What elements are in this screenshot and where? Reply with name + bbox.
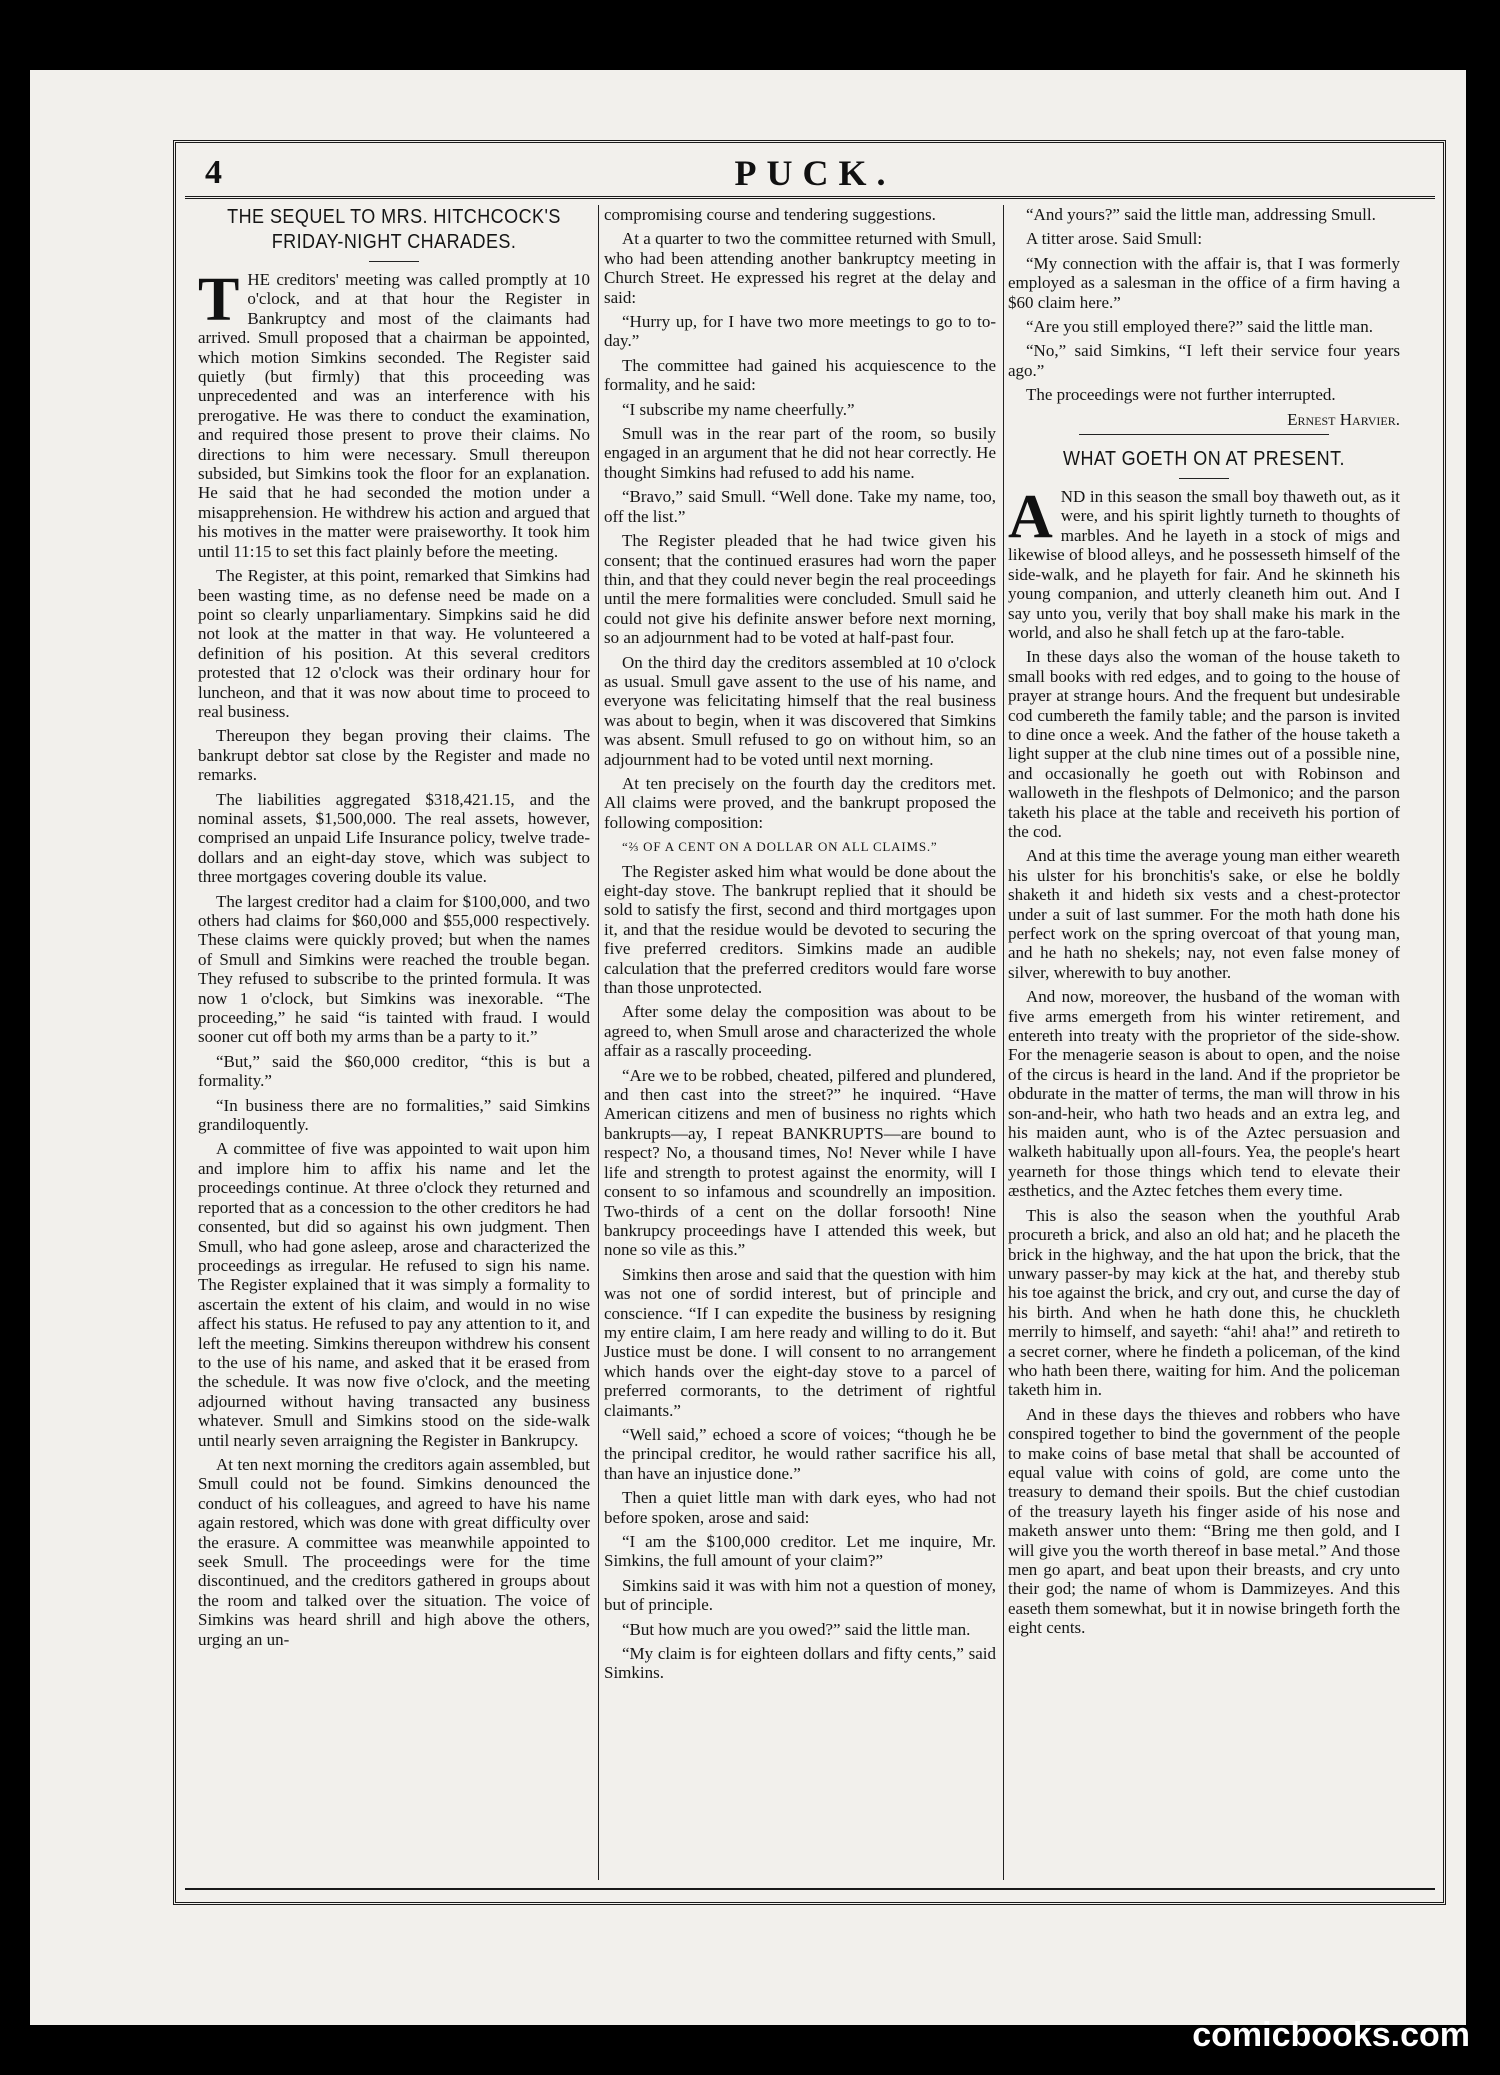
column-3	[1008, 205, 1400, 1880]
paragraph: “My claim is for eighteen dollars and fifty cents,” said Simkins.	[604, 1644, 996, 1683]
paragraph: Smull was in the rear part of the room, so busily engaged in an argument that he did not hear correctly. He thought Simkins had refused to add his name.	[604, 424, 996, 482]
paragraph: The liabilities aggregated $318,421.15, and the nominal assets, $1,500,000. The real assets, however, comprised an unpaid Life Insurance policy, twelve trade-dollars and an eight-day stove, which was subject to three mortgages covering double its value.	[198, 789, 590, 887]
paragraph: This is also the season when the youthful Arab procureth a brick, and also an old hat; and he placeth the brick in the highway, and the hat upon the brick, that the unwary passer-by may kick at the hat, and thereby stub his toe against the brick, and cry out, and curse the day of his birth. And when he hath done this, he chuckleth merrily to himself, and sayeth: “ahi! aha!” and retireth to a secret corner, where he findeth a policeman, of the kind who hath been there, waiting for him. And the policeman taketh him in.	[1008, 1205, 1400, 1400]
paragraph: “Bravo,” said Smull. “Well done. Take my name, too, off the list.”	[604, 487, 996, 526]
article-title: THE SEQUEL TO MRS. HITCHCOCK'S FRIDAY-NIGHT CHARADES.	[227, 206, 561, 253]
paragraph: “But,” said the $60,000 creditor, “this is but a formality.”	[198, 1051, 590, 1091]
paragraph: The Register, at this point, remarked that Simkins had been wasting time, as no defense need be made on a point so clearly unparliamentary. Simpkins said he did not look at the matter in that way. He volunteered a definition of his position. At this several creditors protested that 12 o'clock was their ordinary hour for luncheon, and that it was now about time to proceed to real business.	[198, 566, 590, 721]
paragraph: At ten precisely on the fourth day the creditors met. All claims were proved, and the bankrupt proposed the following composition:	[604, 773, 996, 832]
paragraph: THE creditors' meeting was called promptly at 10 o'clock, and at that hour the Register in Bankruptcy and most of the claimants had arrived. Smull proposed that a chairman be appointed, which motion Simkins seconded. The Register said quietly (but firmly) that this proceeding was unprecedented and was an interference with his prerogative. He was there to conduct the examination, and required those present to prove their claims. No directions to him were necessary. Smull thereupon subsided, but Simkins took the floor for an explanation. He said that he had seconded the motion under a misapprehension. He withdrew his action and argued that his motives in the matter were praiseworthy. It took him until 11:15 to set this fact plainly before the meeting.	[198, 266, 590, 561]
article-title: WHAT GOETH ON AT PRESENT.	[1063, 448, 1345, 471]
paragraph: And at this time the average young man either weareth his ulster for his bronchitis's sake, or else he boldly shaketh it and hideth six vests and a chest-protector under a suit of last summer. For the moth hath done his perfect work on the spring overcoat of that young man, and he hath no shekels; nay, not even false money of silver, wherewith to buy another.	[1008, 846, 1400, 982]
paragraph: The Register asked him what would be done about the eight-day stove. The bankrupt replied that it should be sold to satisfy the first, second and third mortgages upon it, and that the residue would be devoted to securing the five preferred creditors. Simkins made an audible calculation that the preferred creditors would fare worse than those unprotected.	[604, 861, 996, 998]
paragraph: AND in this season the small boy thaweth out, as it were, and his spirit lightly turneth to thoughts of marbles. And he layeth in a stock of migs and likewise of blood alleys, and he possesseth himself of the side-walk, and he playeth for fair. And he skinneth his young companion, and utterly cleaneth him out. And I say unto you, verily that boy shall make his mark in the world, and also he shall fetch up at the faro-table.	[1008, 483, 1400, 642]
title-rule	[1179, 478, 1229, 479]
paragraph: In these days also the woman of the house taketh to small books with red edges, and to going to the house of prayer at strange hours. And the frequent but undesirable cod cumbereth the family table; and the parson is invited to dine once a week. And the father of the house taketh a light supper at the club nine times out of a possible nine, and occasionally he goeth out with Robinson and walloweth in the fleshpots of Delmonico; and the parson taketh his place at the table and receiveth his portion of the cod.	[1008, 647, 1400, 841]
article-separator	[1079, 434, 1329, 435]
paragraph: “And yours?” said the little man, addressing Smull.	[1026, 205, 1376, 224]
paragraph: At ten next morning the creditors again assembled, but Smull could not be found. Simkins denounced the conduct of his colleagues, and agreed to have his name again restored, which was done with great difficulty over the erasure. A committee was meanwhile appointed to seek Smull. The proceedings were for the time discontinued, and the creditors gathered in groups about the room and talked over the situation. The voice of Simkins was heard shrill and high above the others, urging an un-	[198, 1454, 590, 1649]
author-signature: Ernest Harvier.	[1287, 409, 1400, 429]
paragraph: A titter arose. Said Smull:	[1026, 229, 1203, 249]
column-divider	[1003, 205, 1004, 1880]
paragraph: “No,” said Simkins, “I left their service four years ago.”	[1008, 341, 1400, 380]
paragraph: Simkins said it was with him not a question of money, but of principle.	[604, 1575, 996, 1615]
site-watermark: comicbooks.com	[1192, 2016, 1470, 2054]
paragraph: “Well said,” echoed a score of voices; “though he be the principal creditor, he would rather sacrifice his all, than have an injustice done.”	[604, 1424, 996, 1483]
paragraph: After some delay the composition was about to be agreed to, when Smull arose and characterized the whole affair as a rascally proceeding.	[604, 1002, 996, 1061]
column-2	[604, 205, 996, 1880]
paragraph: And in these days the thieves and robbers who have conspired together to bind the government of the people to make coins of base metal that shall be accounted of equal value with coins of gold, are come unto the treasury to demand their spoils. But the chief custodian of the treasury layeth his finger aside of his nose and maketh answer unto them: “Bring me then gold, and I will give you the worth thereof in base metal.” And those men go apart, and beat upon their breasts, and cry unto their god; the name of whom is Dammizeyes. And this easeth them somewhat, but it in nowise bringeth forth the eight cents.	[1008, 1404, 1400, 1638]
paragraph: Then a quiet little man with dark eyes, who had not before spoken, arose and said:	[604, 1488, 996, 1527]
paragraph: And now, moreover, the husband of the woman with five arms emergeth from his winter retirement, and entereth into treaty with the proprietor of the side-show. For the menagerie season is about to open, and the noise of the circus is heard in the land. And if the proprietor be obdurate in the matter of terms, the man will throw in his son-and-heir, who hath two heads and an extra leg, and his maiden aunt, who is of the Aztec persuasion and walketh habitually upon all-fours. Yea, the people's heart yearneth for those things which tend to elevate their æsthetics, and the Aztec fetches them every time.	[1008, 987, 1400, 1201]
page-header	[195, 152, 1435, 194]
column-1	[198, 205, 590, 1880]
paragraph: The Register pleaded that he had twice given his consent; that the continued erasures had worn the paper thin, and that they could never begin the real proceedings until the mere formalities were concluded. Smull said he could not give his definite answer before next morning, so an adjournment had to be voted at half-past four.	[604, 531, 996, 648]
header-rule	[185, 196, 1435, 201]
paragraph: At a quarter to two the committee returned with Smull, who had been attending another bankruptcy meeting in Church Street. He expressed his regret at the delay and said:	[604, 229, 996, 307]
masthead: PUCK.	[734, 153, 896, 193]
drop-cap: A	[1008, 483, 1053, 552]
paragraph: compromising course and tendering suggestions.	[604, 205, 936, 224]
footer-rule	[185, 1888, 1435, 1890]
paragraph: “Hurry up, for I have two more meetings to go to to-day.”	[604, 312, 996, 351]
paragraph: “But how much are you owed?” said the little man.	[622, 1619, 971, 1639]
drop-cap: T	[198, 266, 240, 334]
paragraph: Simkins then arose and said that the question with him was not one of sordid interest, but of principle and conscience. “If I can expedite the business by resigning my entire claim, I am here ready and willing to do it. But Justice must be done. I will consent to no arrangement which hands over the eight-day stove to a parcel of preferred cormorants, to the detriment of rightful claimants.”	[604, 1264, 996, 1420]
paragraph: The committee had gained his acquiescence to the formality, and he said:	[604, 355, 996, 395]
paragraph: Thereupon they began proving their claims. The bankrupt debtor sat close by the Register and made no remarks.	[198, 726, 590, 785]
paragraph: A committee of five was appointed to wait upon him and implore him to affix his name and let the proceedings continue. At three o'clock they returned and reported that as a concession to the other creditors he had consented, but did so against his own judgment. Then Smull, who had gone asleep, arose and characterized the proceedings as irregular. He refused to sign his name. The Register explained that it was simply a formality to ascertain the extent of his claim, and would in no wise affect his status. He refused to pay any attention to it, and left the meeting. Simkins thereupon withdrew his consent to the use of his name, and asked that it be erased from the schedule. It was now five o'clock, and the meeting adjourned without having transacted any business whatever. Smull and Simkins stood on the side-walk until nearly seven arraigning the Register in Bankrupcy.	[198, 1139, 590, 1450]
paragraph: “Are we to be robbed, cheated, pilfered and plundered, and then cast into the street?” he inquired. “Have American citizens and men of business no rights which bankrupts—ay, I repeat BANKRUPTS—are bound to respect? No, a thousand times, No! Never while I have life and strength to protest against the enormity, will I consent to so infamous and scoundrelly an imposition. Two-thirds of a cent on the dollar forsooth! Nine bankrupcy proceedings have I attended this week, but none so vile as this.”	[604, 1065, 996, 1260]
paragraph: The proceedings were not further interrupted.	[1026, 385, 1336, 405]
paragraph: On the third day the creditors assembled at 10 o'clock as usual. Smull gave assent to the use of his name, and everyone was felicitating himself that the real business was about to begin, when it was discovered that Simkins was absent. Smull refused to go on without him, so an adjournment had to be voted until next morning.	[604, 652, 996, 769]
paragraph: “Are you still employed there?” said the little man.	[1026, 317, 1373, 337]
paragraph: The largest creditor had a claim for $100,000, and two others had claims for $60,000 and $55,000 respectively. These claims were quickly proved; but when the names of Smull and Simkins were reached the trouble began. They refused to subscribe to the printed formula. It was now 1 o'clock, but Simkins was inexorable. “The proceeding,” he said “is tainted with fraud. I would sooner cut off both my arms than be a party to it.”	[198, 891, 590, 1047]
column-divider	[598, 205, 599, 1880]
paragraph: “I am the $100,000 creditor. Let me inquire, Mr. Simkins, the full amount of your claim?”	[604, 1532, 996, 1571]
composition-line: “⅔ OF A CENT ON A DOLLAR ON ALL CLAIMS.”	[622, 839, 938, 855]
page-number: 4	[205, 154, 222, 191]
paragraph: “My connection with the affair is, that I was formerly employed as a salesman in the office of a firm having a $60 claim here.”	[1008, 253, 1400, 312]
paragraph: “I subscribe my name cheerfully.”	[622, 399, 855, 419]
paragraph: “In business there are no formalities,” said Simkins grandiloquently.	[198, 1095, 590, 1135]
title-rule	[369, 261, 419, 262]
